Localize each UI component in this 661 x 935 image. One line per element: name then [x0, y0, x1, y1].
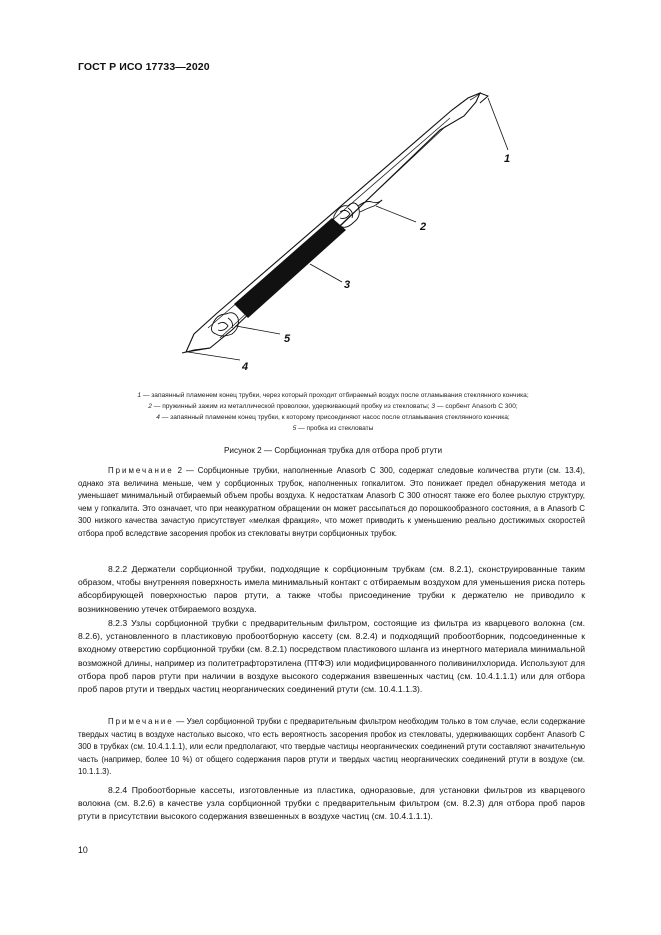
figure-legend [70, 390, 596, 434]
legend-text-4: — запаянный пламенем конец трубки, к которому присоединяют насос после отламывания стеклянного кончика; [159, 414, 510, 421]
legend-num-3: 3 [431, 403, 436, 410]
legend-num-1: 1 [137, 392, 141, 399]
callout-1: 1 [504, 153, 511, 165]
sorbent-bed [234, 218, 346, 318]
legend-text-1: — запаянный пламенем конец трубки, через который проходит отбираемый воздух после отламывания стеклянного кончика; [141, 392, 529, 399]
figure-caption: Рисунок 2 — Сорбционная трубка для отбора проб ртути [223, 446, 443, 455]
paragraph-8-2-2: 8.2.2 Держатели сорбционной трубки, подходящие к сорбционным трубкам (см. 8.2.1), сконструированные таким образом, чтобы внутренняя поверхность имела минимальный контакт с отбираемым воздухом для уменьшения риска потерь абсорбирующей поверхностью паров ртути, а также чтобы присоединение трубки к держателю не приводило к возникновению утечек отбираемого воздуха. [78, 564, 585, 614]
note-2-label: Примечание [108, 717, 174, 726]
note-1 [78, 465, 585, 540]
note-2 [78, 716, 585, 779]
callout-5: 5 [284, 333, 291, 345]
legend-text-5: — пробка из стекловаты [296, 425, 374, 432]
note-1-label: Примечание [108, 466, 174, 475]
callout-2: 2 [420, 221, 427, 233]
legend-num-5: 5 [292, 425, 297, 432]
paragraph-8-2-4: 8.2.4 Пробоотборные кассеты, изготовленные из пластика, одноразовые, для установки фильтров из кварцевого волокна (см. 8.2.6) в качестве узла сорбционной трубки с предварительным фильтром (см. 8.2.3) для отбора проб паров ртути в присутствии высокого содержания взвешенных в воздухе частиц (см. 10.4.1.1.1). [78, 785, 585, 822]
paragraph-8-2-3: 8.2.3 Узлы сорбционной трубки с предварительным фильтром, состоящие из фильтра из кварцевого волокна (см. 8.2.6), установленного в пластиковую пробоотборную кассету (см. 8.2.4) и подходящий пробоотборник, подсоединенные к входному отверстию сорбционной трубки (см. 8.2.1) посредством пластикового шланга из инертного материала минимальной возможной длины, например из политетрафторэтилена (ПТФЭ) или модифицированного поливинилхлорида. Используют для отбора проб паров ртути при наличии в воздухе высокого содержания взвешенных частиц (см. 10.4.1.1.1) или для отбора проб паров ртути и твердых частиц неорганических соединений ртути (см. 10.4.1.1.3). [78, 618, 585, 695]
document-header: ГОСТ Р ИСО 17733—2020 [78, 61, 210, 73]
legend-text-3: — сорбент Anasorb С 300; [435, 403, 518, 410]
legend-text-2: — пружинный зажим из металлической проволоки, удерживающий пробку из стекловаты; [151, 403, 432, 410]
legend-num-2: 2 [148, 403, 152, 410]
sorbent-tube-figure [150, 88, 550, 388]
legend-num-4: 4 [156, 414, 160, 421]
note-1-text: 2 — Сорбционные трубки, наполненные Anasorb С 300, содержат следовые количества ртути (см. 13.4), однако эта величина меньше, чем у сорбционных трубок, наполненных гопкалитом. Это понижает предел обнаружения метода и уменьшает минимальный отбираемый объем пробы воздуха. К недостаткам Anasorb С 300 относят также его более рыхлую структуру, чем у гопкалита. Это означает, что при неаккуратном обращении он может рассыпаться до порошкообразного состояния, а в Anasorb С 300 низкого качества зачастую присутствует «мелкая фракция», что может приводить к уменьшению реально достижимых скоростей отбора проб вследствие засорения пробок из стекловаты внутри сорбционных трубок. [78, 466, 585, 538]
note-2-text: — Узел сорбционной трубки с предварительным фильтром необходим только в том случае, если содержание твердых частиц в воздухе настолько высоко, что есть вероятность засорения пробок из стекловаты, удерживающих сорбент Anasorb С 300 в трубках (см. 10.4.1.1.1), или если предполагают, что твердые частицы неорганических соединений ртути составляют значительную часть (например, более 10 %) от общего содержания паров ртути и твердых частиц неорганических соединений ртути в воздухе (см. 10.1.1.3). [78, 717, 585, 776]
page-number: 10 [78, 845, 88, 855]
callout-3: 3 [344, 279, 351, 291]
callout-4: 4 [242, 361, 249, 373]
